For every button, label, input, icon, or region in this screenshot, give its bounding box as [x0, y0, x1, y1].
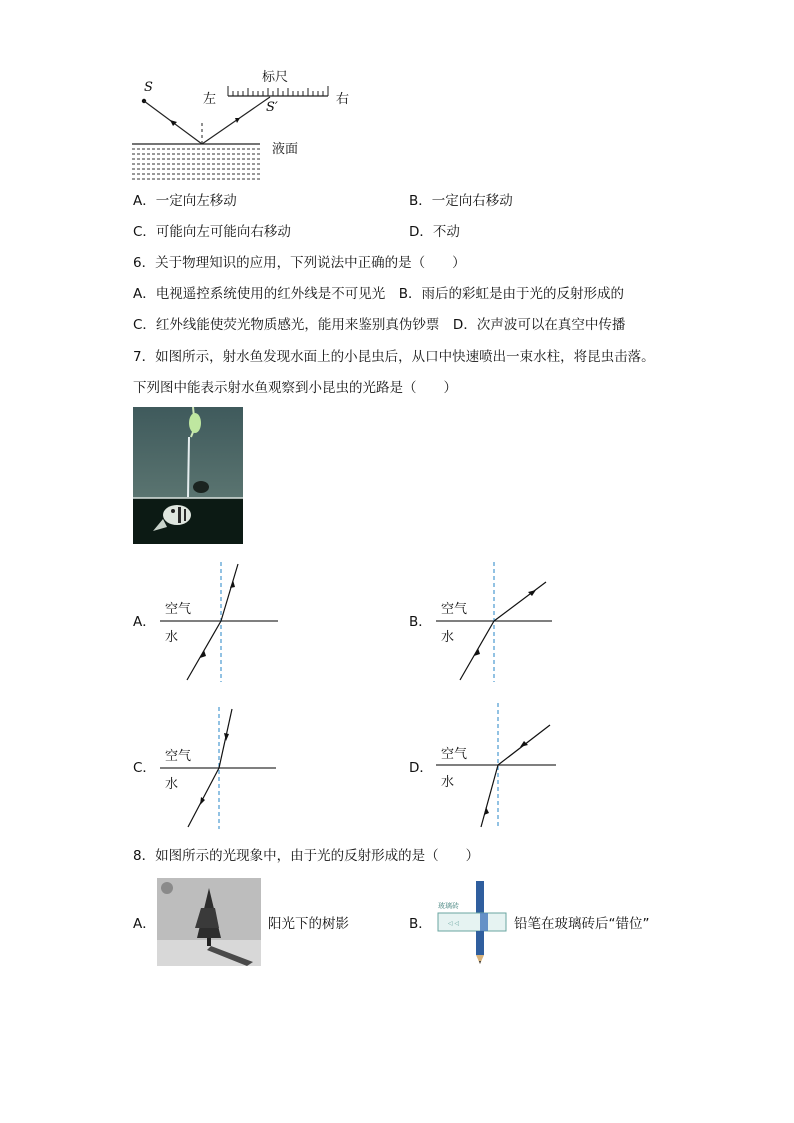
q7-option-c[interactable]: C．: [133, 760, 156, 776]
air-label: 空气: [165, 602, 192, 617]
air-label: 空气: [165, 749, 192, 764]
air-label: 空气: [441, 747, 468, 762]
archerfish-photo: [133, 407, 243, 544]
q8-caption-a: 阳光下的树影: [268, 916, 349, 932]
q7-option-d[interactable]: D．: [409, 760, 433, 776]
q7-stem-line2: 下列图中能表示射水鱼观察到小昆虫的光路是（ ）: [133, 380, 457, 396]
water-label: 水: [441, 630, 455, 645]
air-label: 空气: [441, 602, 468, 617]
water-label: 水: [165, 630, 179, 645]
q7-diagram-a[interactable]: [160, 562, 282, 684]
q5-option-b[interactable]: B．一定向右移动: [409, 193, 513, 209]
liquid-label: 液面: [272, 142, 299, 157]
q6-stem: 6．关于物理知识的应用，下列说法中正确的是（ ）: [133, 255, 466, 271]
image-label: S′: [266, 100, 278, 115]
left-label: 左: [203, 92, 217, 107]
q7-diagram-c[interactable]: [160, 707, 282, 831]
reflection-diagram: [130, 60, 370, 190]
water-label: 水: [165, 777, 179, 792]
q8-caption-b: 铅笔在玻璃砖后“错位”: [514, 916, 650, 932]
glass-brick-label: 玻璃砖: [438, 902, 459, 910]
q7-option-b[interactable]: B．: [409, 614, 432, 630]
water-label: 水: [441, 775, 455, 790]
ruler-label: 标尺: [262, 70, 289, 85]
q6-options-cd[interactable]: C．红外线能使荧光物质感光，能用来鉴别真伪钞票 D．次声波可以在真空中传播: [133, 317, 626, 333]
q7-diagram-b[interactable]: [436, 562, 558, 684]
q5-figure: [130, 60, 370, 190]
right-label: 右: [336, 92, 350, 107]
q8-option-b[interactable]: B．: [409, 916, 432, 932]
q7-diagram-d[interactable]: [436, 703, 560, 831]
svg-text:◁ ◁: ◁ ◁: [448, 920, 460, 927]
q5-option-a[interactable]: A．一定向左移动: [133, 193, 237, 209]
q7-option-a[interactable]: A．: [133, 614, 156, 630]
q5-option-d[interactable]: D．不动: [409, 224, 460, 240]
source-label: S: [144, 80, 153, 95]
q8-option-a[interactable]: A．: [133, 916, 156, 932]
q5-option-c[interactable]: C．可能向左可能向右移动: [133, 224, 291, 240]
tree-shadow-photo[interactable]: [157, 878, 261, 966]
q7-stem-line1: 7．如图所示，射水鱼发现水面上的小昆虫后，从口中快速喷出一束水柱，将昆虫击落。: [133, 349, 655, 365]
q8-stem: 8．如图所示的光现象中，由于光的反射形成的是（ ）: [133, 848, 480, 864]
q6-options-ab[interactable]: A．电视遥控系统使用的红外线是不可见光 B．雨后的彩虹是由于光的反射形成的: [133, 286, 624, 302]
pencil-glass-figure[interactable]: [434, 879, 510, 965]
